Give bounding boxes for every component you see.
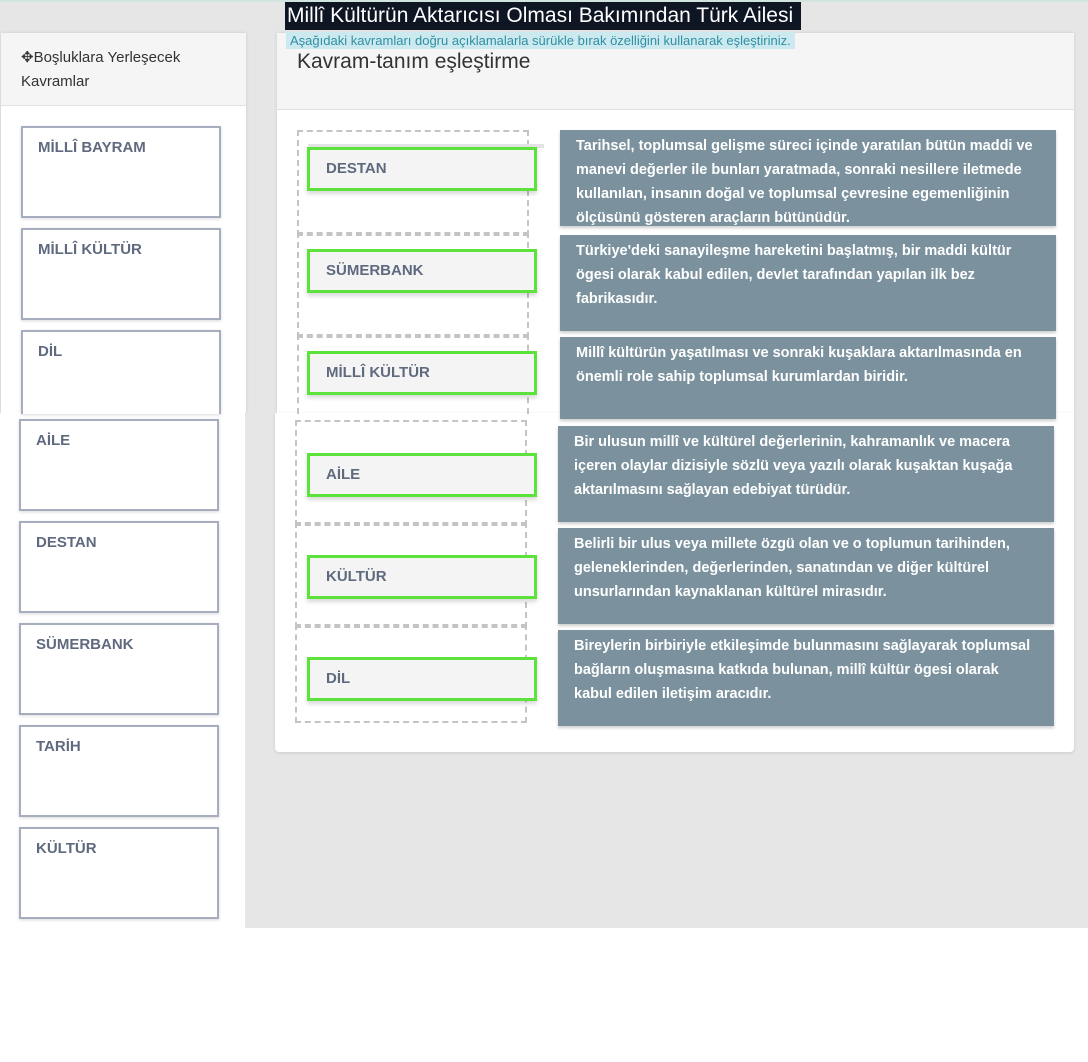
placed-label: AİLE <box>326 466 361 483</box>
instructions-text: Aşağıdaki kavramları doğru açıklamalarla sürükle bırak özelliğini kullanarak eşleştiriniz. <box>286 32 795 49</box>
definition-card: Millî kültürün yaşatılması ve sonraki kuşaklara aktarılmasında en önemli role sahip toplumsal kurumlardan biridir. <box>560 337 1056 419</box>
term-card-aile[interactable] <box>19 419 219 511</box>
term-label: DESTAN <box>36 534 97 551</box>
placed-card-sumerbank[interactable] <box>307 249 537 293</box>
terms-panel-title: Boşluklara Yerleşecek Kavramlar <box>21 49 181 90</box>
definition-card: Belirli bir ulus veya millete özgü olan ve o toplumun tarihinden, geleneklerinden, değerlerinden, sanatından ve diğer kültürel unsurlarından kaynaklanan kültürel mirasıdır. <box>558 528 1054 624</box>
placed-label: DESTAN <box>326 160 387 177</box>
placed-card-dil[interactable] <box>307 657 537 701</box>
page-title: Millî Kültürün Aktarıcısı Olması Bakımından Türk Ailesi <box>285 2 801 30</box>
placed-label: DİL <box>326 670 351 687</box>
term-card-milli-kultur[interactable] <box>21 228 221 320</box>
term-card-tarih[interactable] <box>19 725 219 817</box>
definition-card: Bir ulusun millî ve kültürel değerlerinin, kahramanlık ve macera içeren olaylar dizisiyle sözlü veya yazılı olarak kuşaktan kuşağa aktarılmasını sağlayan edebiyat türüdür. <box>558 426 1054 522</box>
term-label: DİL <box>38 343 63 360</box>
term-label: TARİH <box>36 738 81 755</box>
term-card-dil[interactable] <box>21 330 221 414</box>
placed-card-kultur[interactable] <box>307 555 537 599</box>
term-card-kultur[interactable] <box>19 827 219 919</box>
term-card-destan[interactable] <box>19 521 219 613</box>
term-label: MİLLÎ BAYRAM <box>38 139 146 156</box>
terms-panel-header <box>1 33 246 106</box>
move-icon[interactable]: ✥ <box>21 49 34 66</box>
term-label: KÜLTÜR <box>36 840 97 857</box>
placed-label: MİLLÎ KÜLTÜR <box>326 364 430 381</box>
matching-panel-title: Kavram-tanım eşleştirme <box>297 50 531 73</box>
placed-card-destan[interactable] <box>307 147 537 191</box>
placed-label: KÜLTÜR <box>326 568 387 585</box>
placed-card-milli-kultur[interactable] <box>307 351 537 395</box>
term-label: SÜMERBANK <box>36 636 134 653</box>
term-card-sumerbank[interactable] <box>19 623 219 715</box>
placed-label: SÜMERBANK <box>326 262 424 279</box>
placed-card-aile[interactable] <box>307 453 537 497</box>
definition-card: Tarihsel, toplumsal gelişme süreci içinde yaratılan bütün maddi ve manevi değerler ile bunları yaratmada, sonraki nesillere iletmede kullanılan, insanın doğal ve toplumsal çevresine egemenliğinin ölçüsünü gösteren araçların bütünüdür. <box>560 130 1056 226</box>
term-label: MİLLÎ KÜLTÜR <box>38 241 142 258</box>
term-label: AİLE <box>36 432 71 449</box>
term-card-milli-bayram[interactable] <box>21 126 221 218</box>
definition-card: Türkiye'deki sanayileşme hareketini başlatmış, bir maddi kültür ögesi olarak kabul edilen, devlet tarafından yapılan ilk bez fabrikasıdır. <box>560 235 1056 331</box>
definition-card: Bireylerin birbiriyle etkileşimde bulunmasını sağlayarak toplumsal bağların oluşmasına katkıda bulunan, millî kültür ögesi olarak kabul edilen iletişim aracıdır. <box>558 630 1054 726</box>
